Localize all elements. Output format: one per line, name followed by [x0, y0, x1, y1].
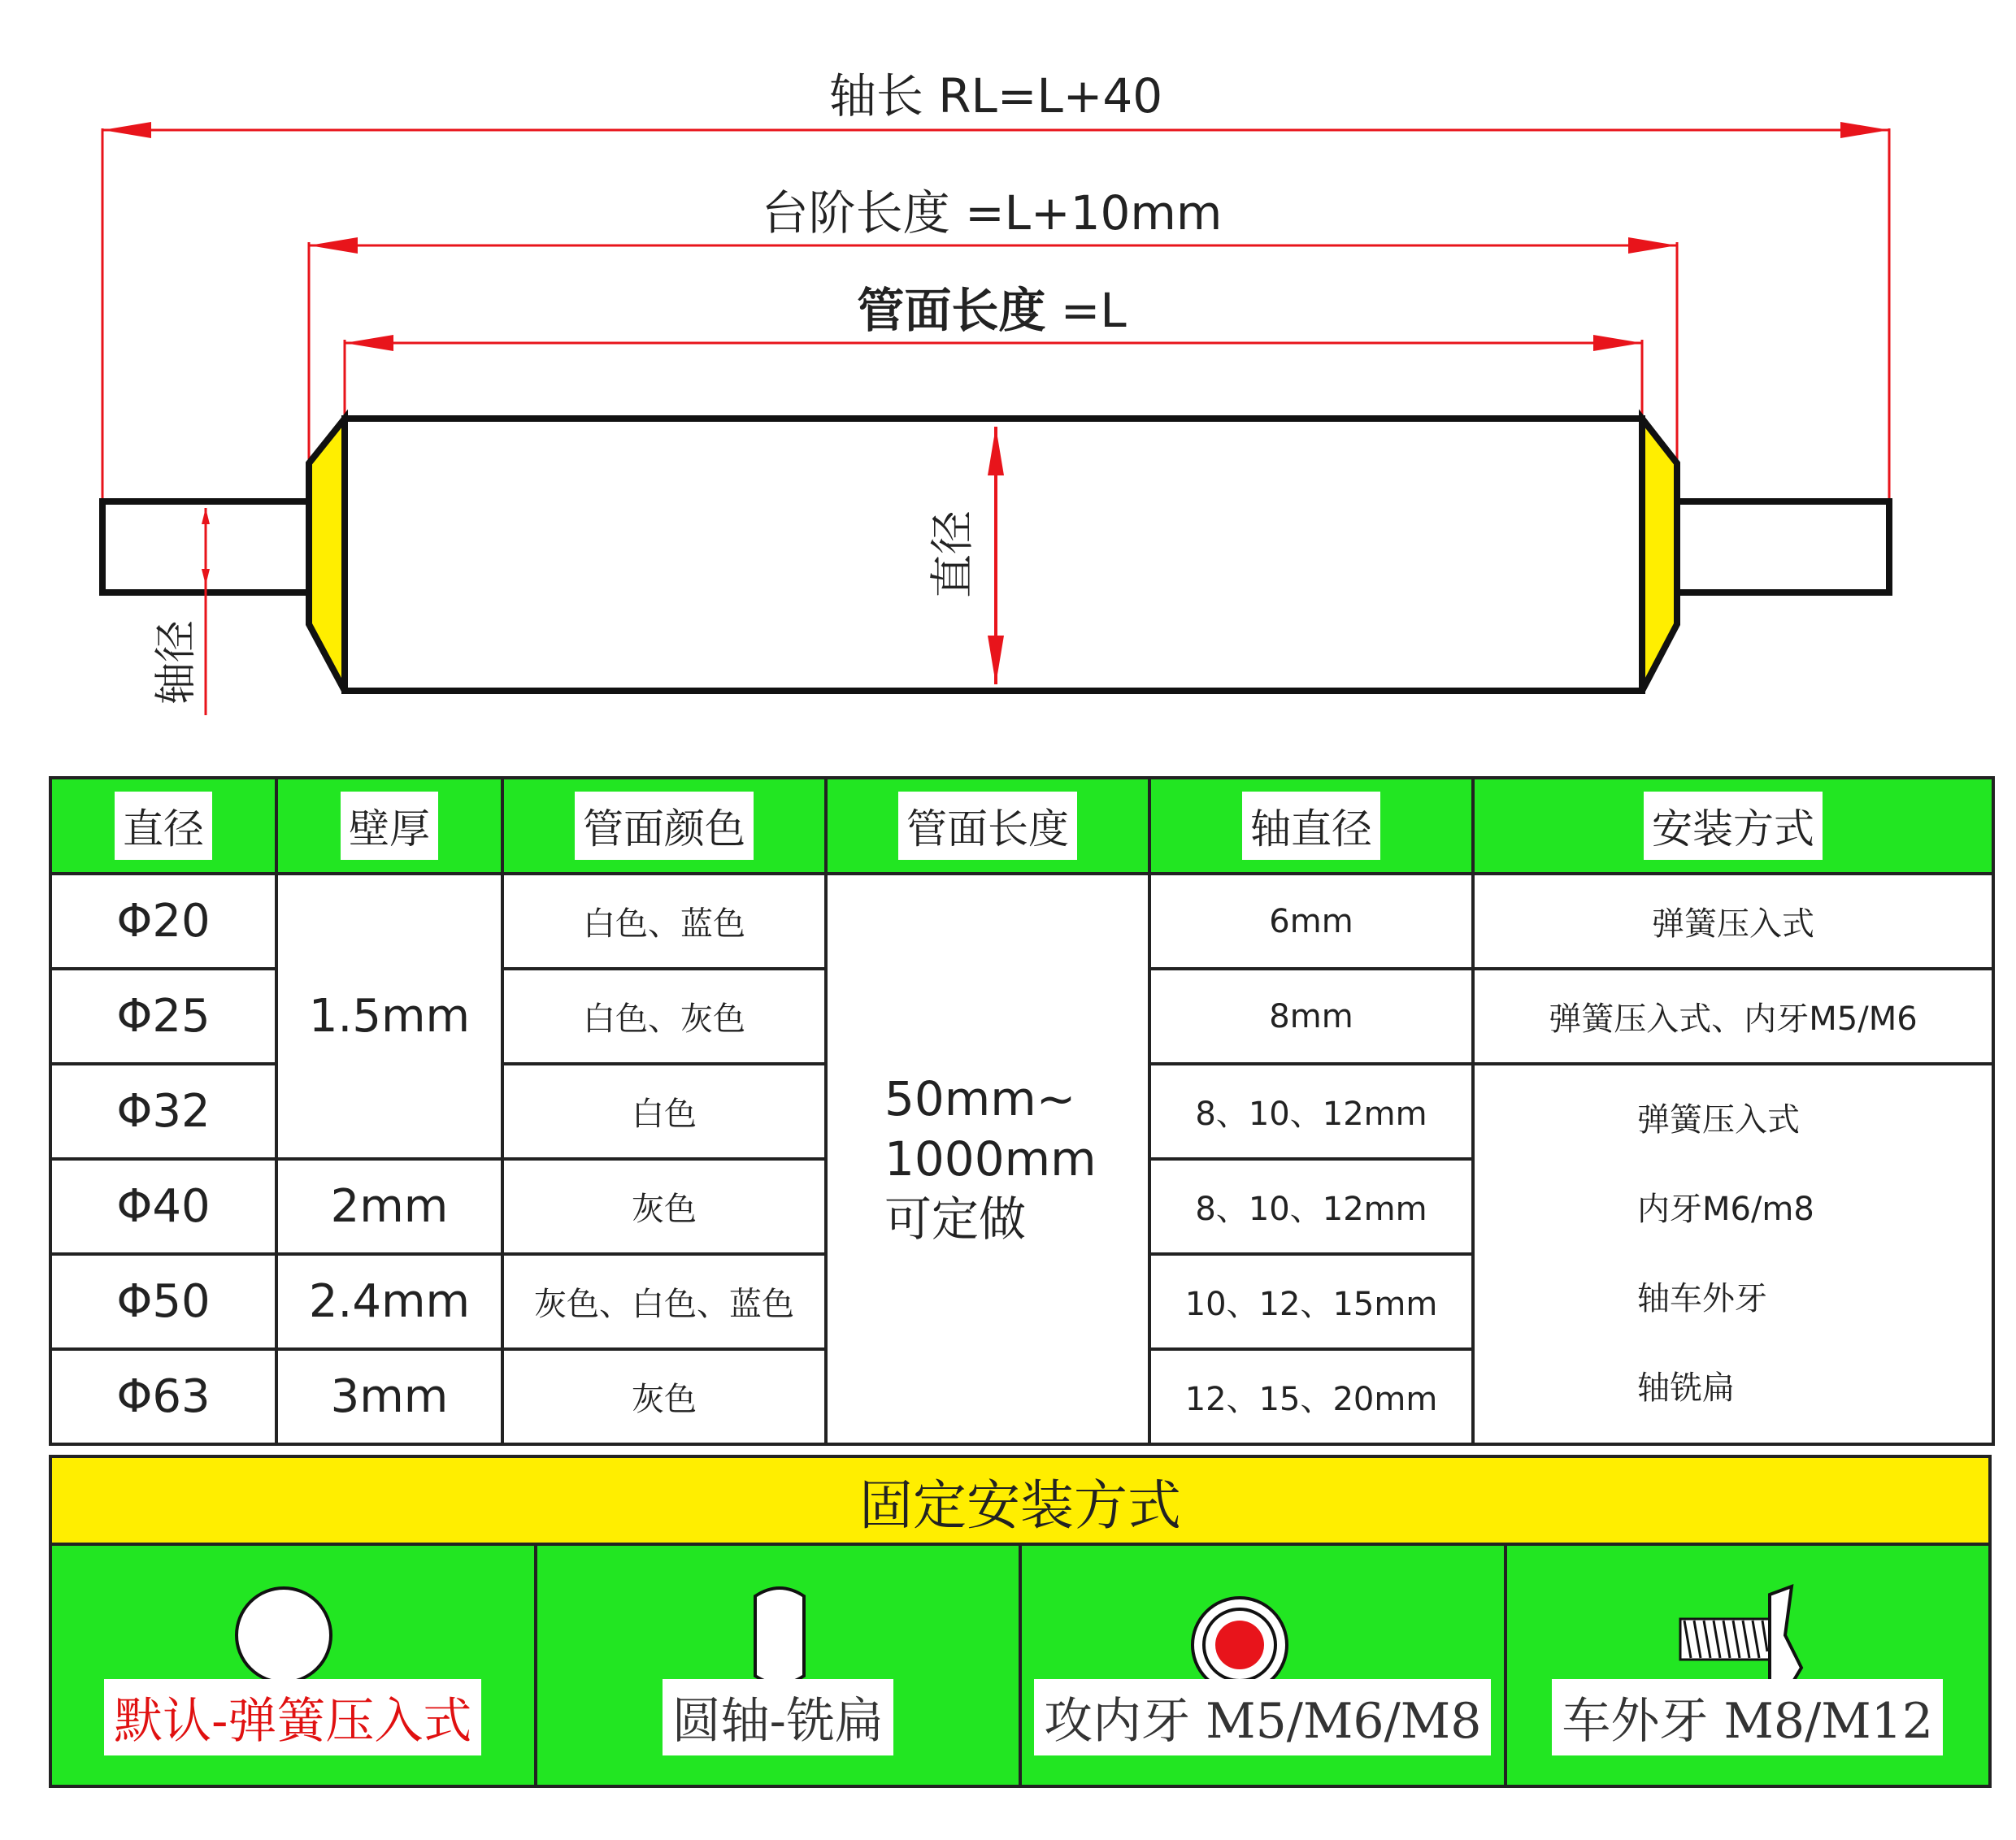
fix-panel-internal-thread	[1022, 1546, 1507, 1785]
shaft-label: 轴径	[152, 619, 201, 705]
fix-panel-spring	[52, 1546, 537, 1785]
table-header-row	[50, 778, 1993, 874]
diameter-cell: Φ20	[50, 874, 276, 969]
fixing-methods-title-band	[49, 1455, 1992, 1546]
diameter-cell: Φ32	[50, 1064, 276, 1159]
header-length: 管面长度	[826, 778, 1149, 874]
wall-cell: 1.5mm	[276, 874, 502, 1159]
shaft-cell: 8、10、12mm	[1149, 1159, 1473, 1254]
shaft-cell: 6mm	[1149, 874, 1473, 969]
fix-label: 车外牙 M8/M12	[1552, 1679, 1943, 1755]
color-cell: 白色	[502, 1064, 826, 1159]
length-line: 可定做	[884, 1191, 1027, 1247]
length-line: 50mm~	[884, 1071, 1076, 1126]
diameter-cell: Φ50	[50, 1254, 276, 1349]
diameter-cell: Φ63	[50, 1349, 276, 1444]
shaft-cell: 10、12、15mm	[1149, 1254, 1473, 1349]
right-shaft	[1677, 501, 1889, 592]
fix-label: 攻内牙 M5/M6/M8	[1034, 1679, 1491, 1755]
right-bearing-end	[1642, 419, 1677, 691]
left-bearing-end	[309, 419, 345, 691]
diameter-cell: Φ25	[50, 969, 276, 1064]
install-options-cell	[1473, 1064, 1993, 1444]
fix-label: 圆轴-铣扁	[663, 1679, 893, 1755]
install-option: 轴铣扁	[1637, 1369, 1735, 1407]
total-length-label: 轴长 RL=L+40	[828, 68, 1163, 124]
milled-flat-shaft-icon	[537, 1562, 1023, 1684]
fix-panel-milled	[537, 1546, 1023, 1785]
shaft-cell: 8、10、12mm	[1149, 1064, 1473, 1159]
face-length-label: 管面长度 =L	[857, 283, 1127, 338]
fixing-methods-panels	[49, 1543, 1992, 1788]
step-length-label: 台阶长度 =L+10mm	[761, 185, 1223, 241]
internal-thread-icon	[1022, 1562, 1507, 1684]
wall-cell: 2.4mm	[276, 1254, 502, 1349]
header-shaft: 轴直径	[1149, 778, 1473, 874]
external-thread-icon	[1507, 1562, 1992, 1684]
fix-label: 默认-弹簧压入式	[104, 1679, 481, 1755]
length-cell	[826, 874, 1149, 1444]
color-cell: 白色、蓝色	[502, 874, 826, 969]
spec-table	[49, 776, 1995, 1446]
table-row	[50, 874, 1993, 969]
color-cell: 灰色	[502, 1349, 826, 1444]
diameter-cell: Φ40	[50, 1159, 276, 1254]
shaft-cell: 12、15、20mm	[1149, 1349, 1473, 1444]
install-option: 内牙M6/m8	[1637, 1191, 1814, 1228]
color-cell: 灰色、白色、蓝色	[502, 1254, 826, 1349]
wall-cell: 2mm	[276, 1159, 502, 1254]
diameter-label: 直径	[927, 510, 978, 598]
install-cell: 弹簧压入式、内牙M5/M6	[1473, 969, 1993, 1064]
fixing-methods-title: 固定安装方式	[859, 1473, 1181, 1537]
install-cell: 弹簧压入式	[1473, 874, 1993, 969]
fix-panel-external-thread	[1507, 1546, 1989, 1785]
header-install: 安装方式	[1473, 778, 1993, 874]
roller-diagram	[0, 0, 2016, 748]
round-shaft-icon	[52, 1562, 537, 1684]
color-cell: 白色、灰色	[502, 969, 826, 1064]
color-cell: 灰色	[502, 1159, 826, 1254]
install-option: 轴车外牙	[1637, 1280, 1767, 1317]
shaft-cell: 8mm	[1149, 969, 1473, 1064]
install-option: 弹簧压入式	[1637, 1101, 1800, 1139]
length-line: 1000mm	[884, 1131, 1097, 1187]
roller-tube	[345, 419, 1642, 691]
header-wall: 壁厚	[276, 778, 502, 874]
header-color: 管面颜色	[502, 778, 826, 874]
wall-cell: 3mm	[276, 1349, 502, 1444]
header-diameter: 直径	[50, 778, 276, 874]
